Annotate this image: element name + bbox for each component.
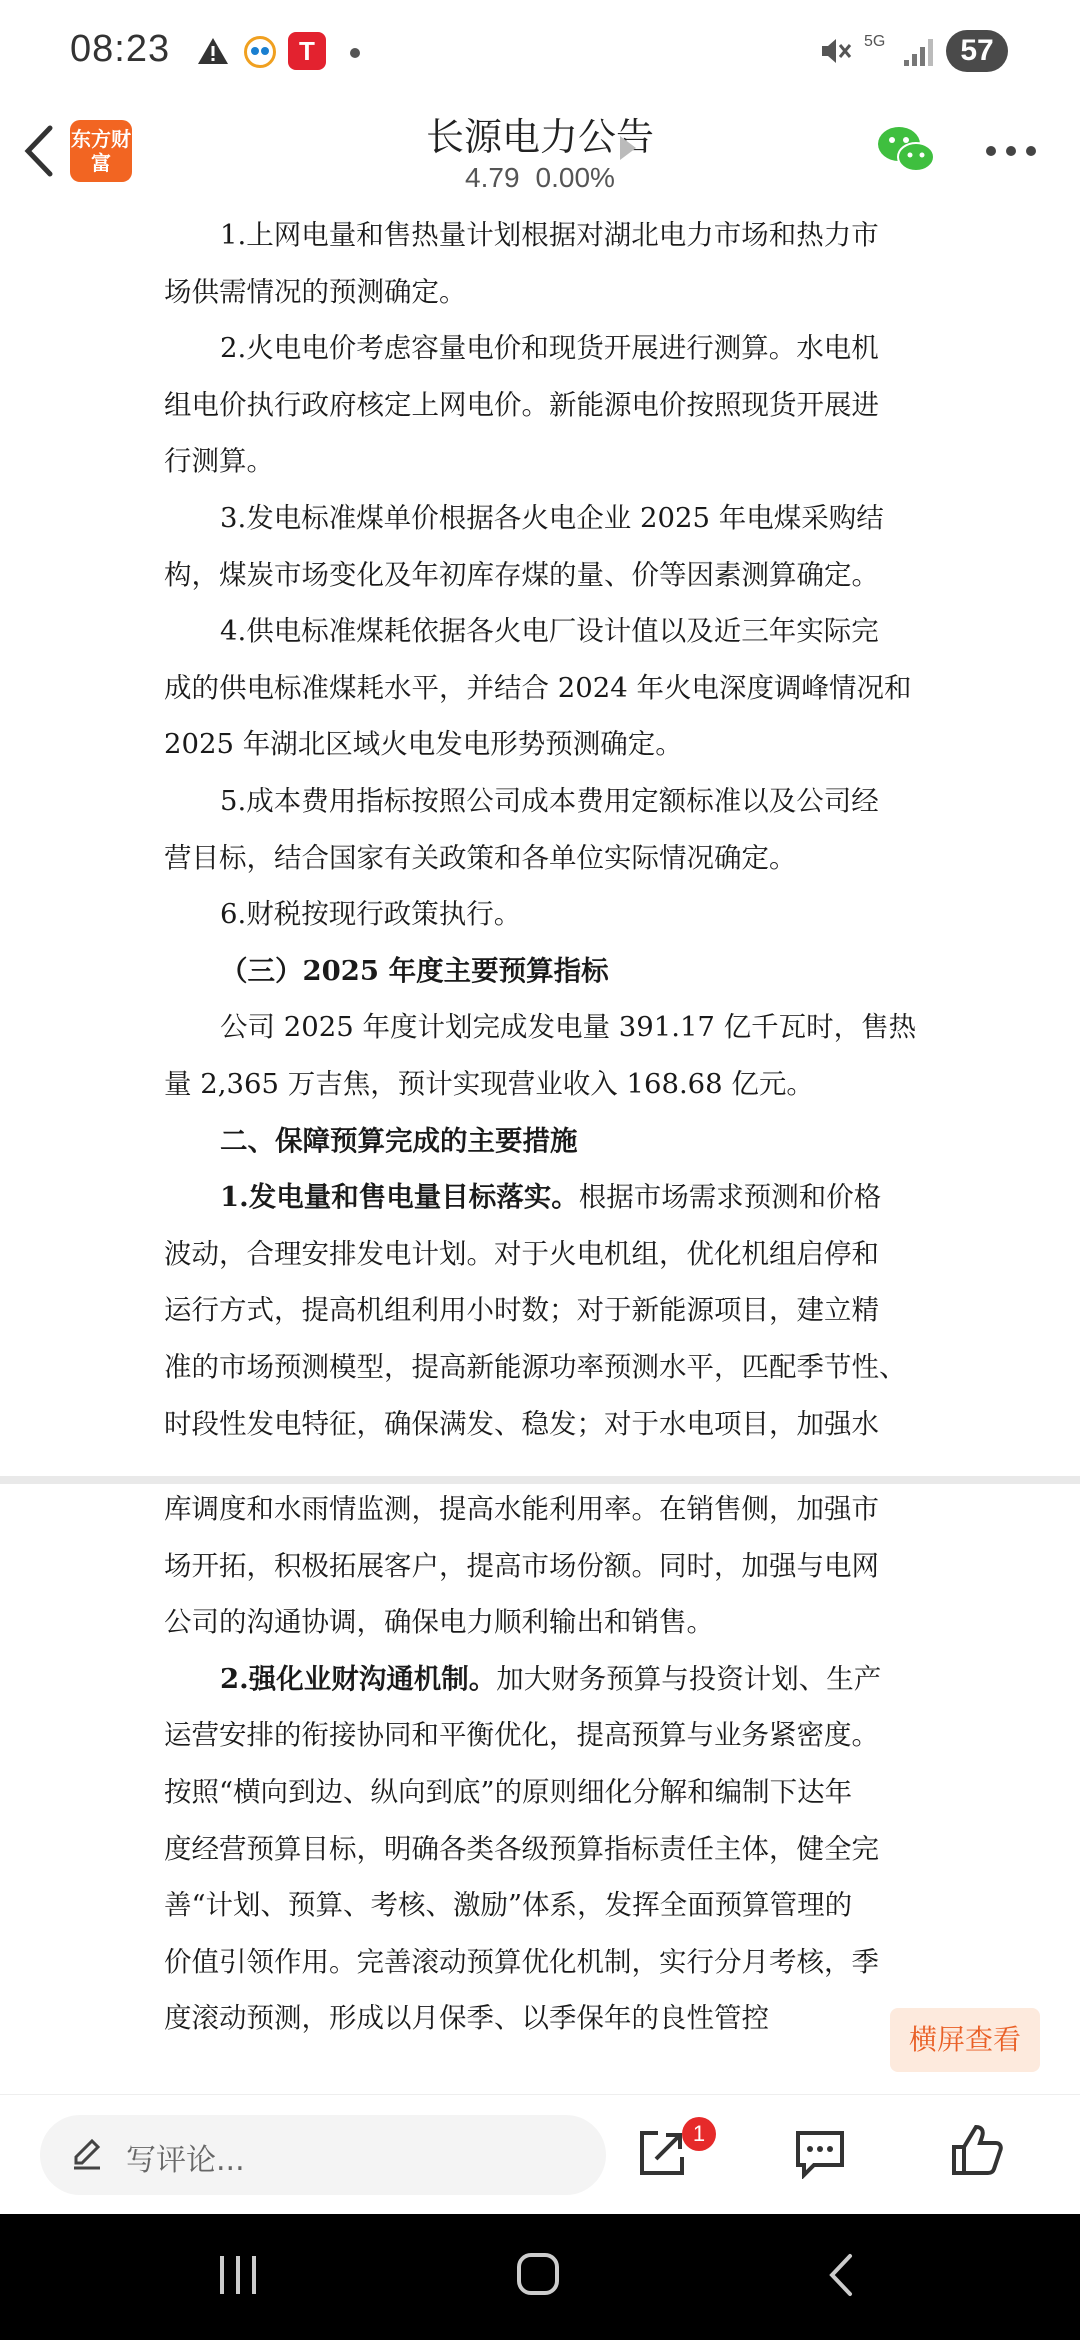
document-line (220, 1002, 916, 1052)
status-bar (0, 0, 1080, 100)
line-text: 度滚动预测，形成以月保季、以季保年的良性管控 (164, 2002, 769, 2035)
document-line (164, 1710, 916, 1760)
document-line (164, 436, 916, 486)
document-line (164, 1399, 916, 1449)
document-line (164, 1342, 916, 1392)
line-text: 2.火电电价考虑容量电价和现货开展进行测算。水电机 (220, 332, 879, 365)
share-count-badge: 1 (682, 2117, 716, 2151)
line-text: 运行方式，提高机组利用小时数；对于新能源项目，建立精 (164, 1294, 879, 1327)
page-title[interactable]: 长源电力公告 (425, 115, 654, 159)
back-icon[interactable] (826, 2252, 856, 2298)
line-text: 营目标，结合国家有关政策和各单位实际情况确定。 (164, 841, 797, 874)
wechat-share-icon[interactable] (876, 124, 936, 176)
document-line (220, 323, 916, 373)
landscape-view-button[interactable]: 横屏查看 (890, 2008, 1040, 2072)
stock-price: 4.79 (465, 162, 520, 193)
line-text: 4.供电标准煤耗依据各火电厂设计值以及近三年实际完 (220, 615, 879, 648)
document-line (220, 776, 916, 826)
share-icon[interactable] (636, 2127, 688, 2179)
line-text: 运营安排的衔接协同和平衡优化，提高预算与业务紧密度。 (164, 1719, 879, 1752)
line-text: 组电价执行政府核定上网电价。新能源电价按照现货开展进 (164, 388, 879, 421)
document-line (164, 550, 916, 600)
comment-placeholder: 写评论... (126, 2143, 245, 2178)
line-text: （三）2025 年度主要预算指标 (220, 954, 609, 987)
document-line (220, 606, 916, 656)
comment-input[interactable] (40, 2115, 606, 2195)
document-line (164, 1767, 916, 1817)
document-line (164, 1937, 916, 1987)
document-line (164, 1229, 916, 1279)
document-line (220, 1654, 916, 1704)
home-icon[interactable] (516, 2252, 560, 2296)
signal-icon (902, 36, 936, 68)
document-line (164, 1880, 916, 1930)
battery-indicator: 57 (946, 30, 1008, 72)
line-text: 准的市场预测模型，提高新能源功率预测水平，匹配季节性、 (164, 1351, 907, 1383)
line-text: 3.发电标准煤单价根据各火电企业 2025 年电煤采购结 (220, 502, 884, 534)
document-page-1 (0, 208, 1080, 1476)
bold-lead-text: 1.发电量和售电量目标落实。 (220, 1181, 579, 1214)
document-line (164, 833, 916, 883)
document-line (164, 1597, 916, 1647)
line-text: 公司的沟通协调，确保电力顺利输出和销售。 (164, 1606, 714, 1639)
section-heading (220, 1116, 972, 1166)
line-text: 善“计划、预算、考核、激励”体系，发挥全面预算管理的 (164, 1889, 853, 1922)
page-separator (0, 1476, 1080, 1484)
document-line (164, 663, 916, 713)
system-nav-bar (0, 2214, 1080, 2340)
line-text: 按照“横向到边、纵向到底”的原则细化分解和编制下达年 (164, 1776, 853, 1808)
line-text: 时段性发电特征，确保满发、稳发；对于水电项目，加强水 (164, 1407, 879, 1440)
line-text: 5.成本费用指标按照公司成本费用定额标准以及公司经 (220, 785, 879, 817)
more-options-icon[interactable] (986, 146, 1036, 158)
document-line (164, 1059, 916, 1109)
header (0, 100, 1080, 209)
mute-icon (818, 34, 854, 68)
recent-apps-icon[interactable] (216, 2254, 260, 2296)
network-type: 5G (864, 33, 886, 50)
line-text: 价值引领作用。完善滚动预算优化机制，实行分月考核，季 (164, 1945, 879, 1978)
document-page-2 (0, 1484, 1080, 2094)
line-text: 加大财务预算与投资计划、生产 (496, 1662, 882, 1695)
line-text: 行测算。 (164, 445, 274, 478)
document-line (220, 210, 916, 260)
document-line (164, 1541, 916, 1591)
stock-change: 0.00% (535, 162, 615, 193)
bold-lead-text: 2.强化业财沟通机制。 (220, 1662, 497, 1695)
owl-app-icon (244, 36, 276, 68)
line-text: 公司 2025 年度计划完成发电量 391.17 亿千瓦时，售热 (220, 1011, 916, 1044)
document-line (164, 267, 916, 317)
line-text: 成的供电标准煤耗水平，并结合 2024 年火电深度调峰情况和 (164, 671, 912, 704)
warning-icon (196, 36, 230, 66)
bottom-action-bar (0, 2094, 1080, 2215)
document-line (164, 380, 916, 430)
status-time: 08:23 (70, 28, 171, 70)
line-text: 场供需情况的预测确定。 (164, 275, 467, 308)
document-line (164, 1824, 916, 1874)
tesla-app-icon: T (288, 32, 326, 70)
document-line (220, 1172, 916, 1222)
line-text: 二、保障预算完成的主要措施 (220, 1124, 578, 1157)
line-text: 场开拓，积极拓展客户，提高市场份额。同时，加强与电网 (164, 1549, 879, 1582)
app-logo: 东方财富 (70, 120, 132, 182)
comments-icon[interactable] (794, 2127, 846, 2179)
line-text: 2025 年湖北区域火电发电形势预测确定。 (164, 728, 683, 761)
line-text: 1.上网电量和售热量计划根据对湖北电力市场和热力市 (220, 219, 879, 251)
line-text: 6.财税按现行政策执行。 (220, 898, 522, 931)
document-line (164, 719, 916, 769)
section-heading (220, 946, 972, 996)
line-text: 量 2,365 万吉焦，预计实现营业收入 168.68 亿元。 (164, 1068, 814, 1100)
line-text: 根据市场需求预测和价格 (578, 1181, 882, 1214)
document-line (164, 1993, 916, 2043)
line-text: 波动，合理安排发电计划。对于火电机组，优化机组启停和 (164, 1237, 879, 1270)
document-line (164, 1484, 916, 1534)
document-line (220, 493, 916, 543)
document-line (220, 889, 916, 939)
thumbs-up-icon[interactable] (950, 2123, 1004, 2177)
document-line (164, 1285, 916, 1335)
line-text: 构，煤炭市场变化及年初库存煤的量、价等因素测算确定。 (164, 558, 879, 591)
line-text: 库调度和水雨情监测，提高水能利用率。在销售侧，加强市 (164, 1493, 879, 1525)
title-arrow-icon[interactable] (620, 136, 636, 160)
line-text: 度经营预算目标，明确各类各级预算指标责任主体，健全完 (164, 1832, 879, 1865)
pen-icon (70, 2137, 104, 2171)
notification-dot-icon (350, 48, 360, 58)
